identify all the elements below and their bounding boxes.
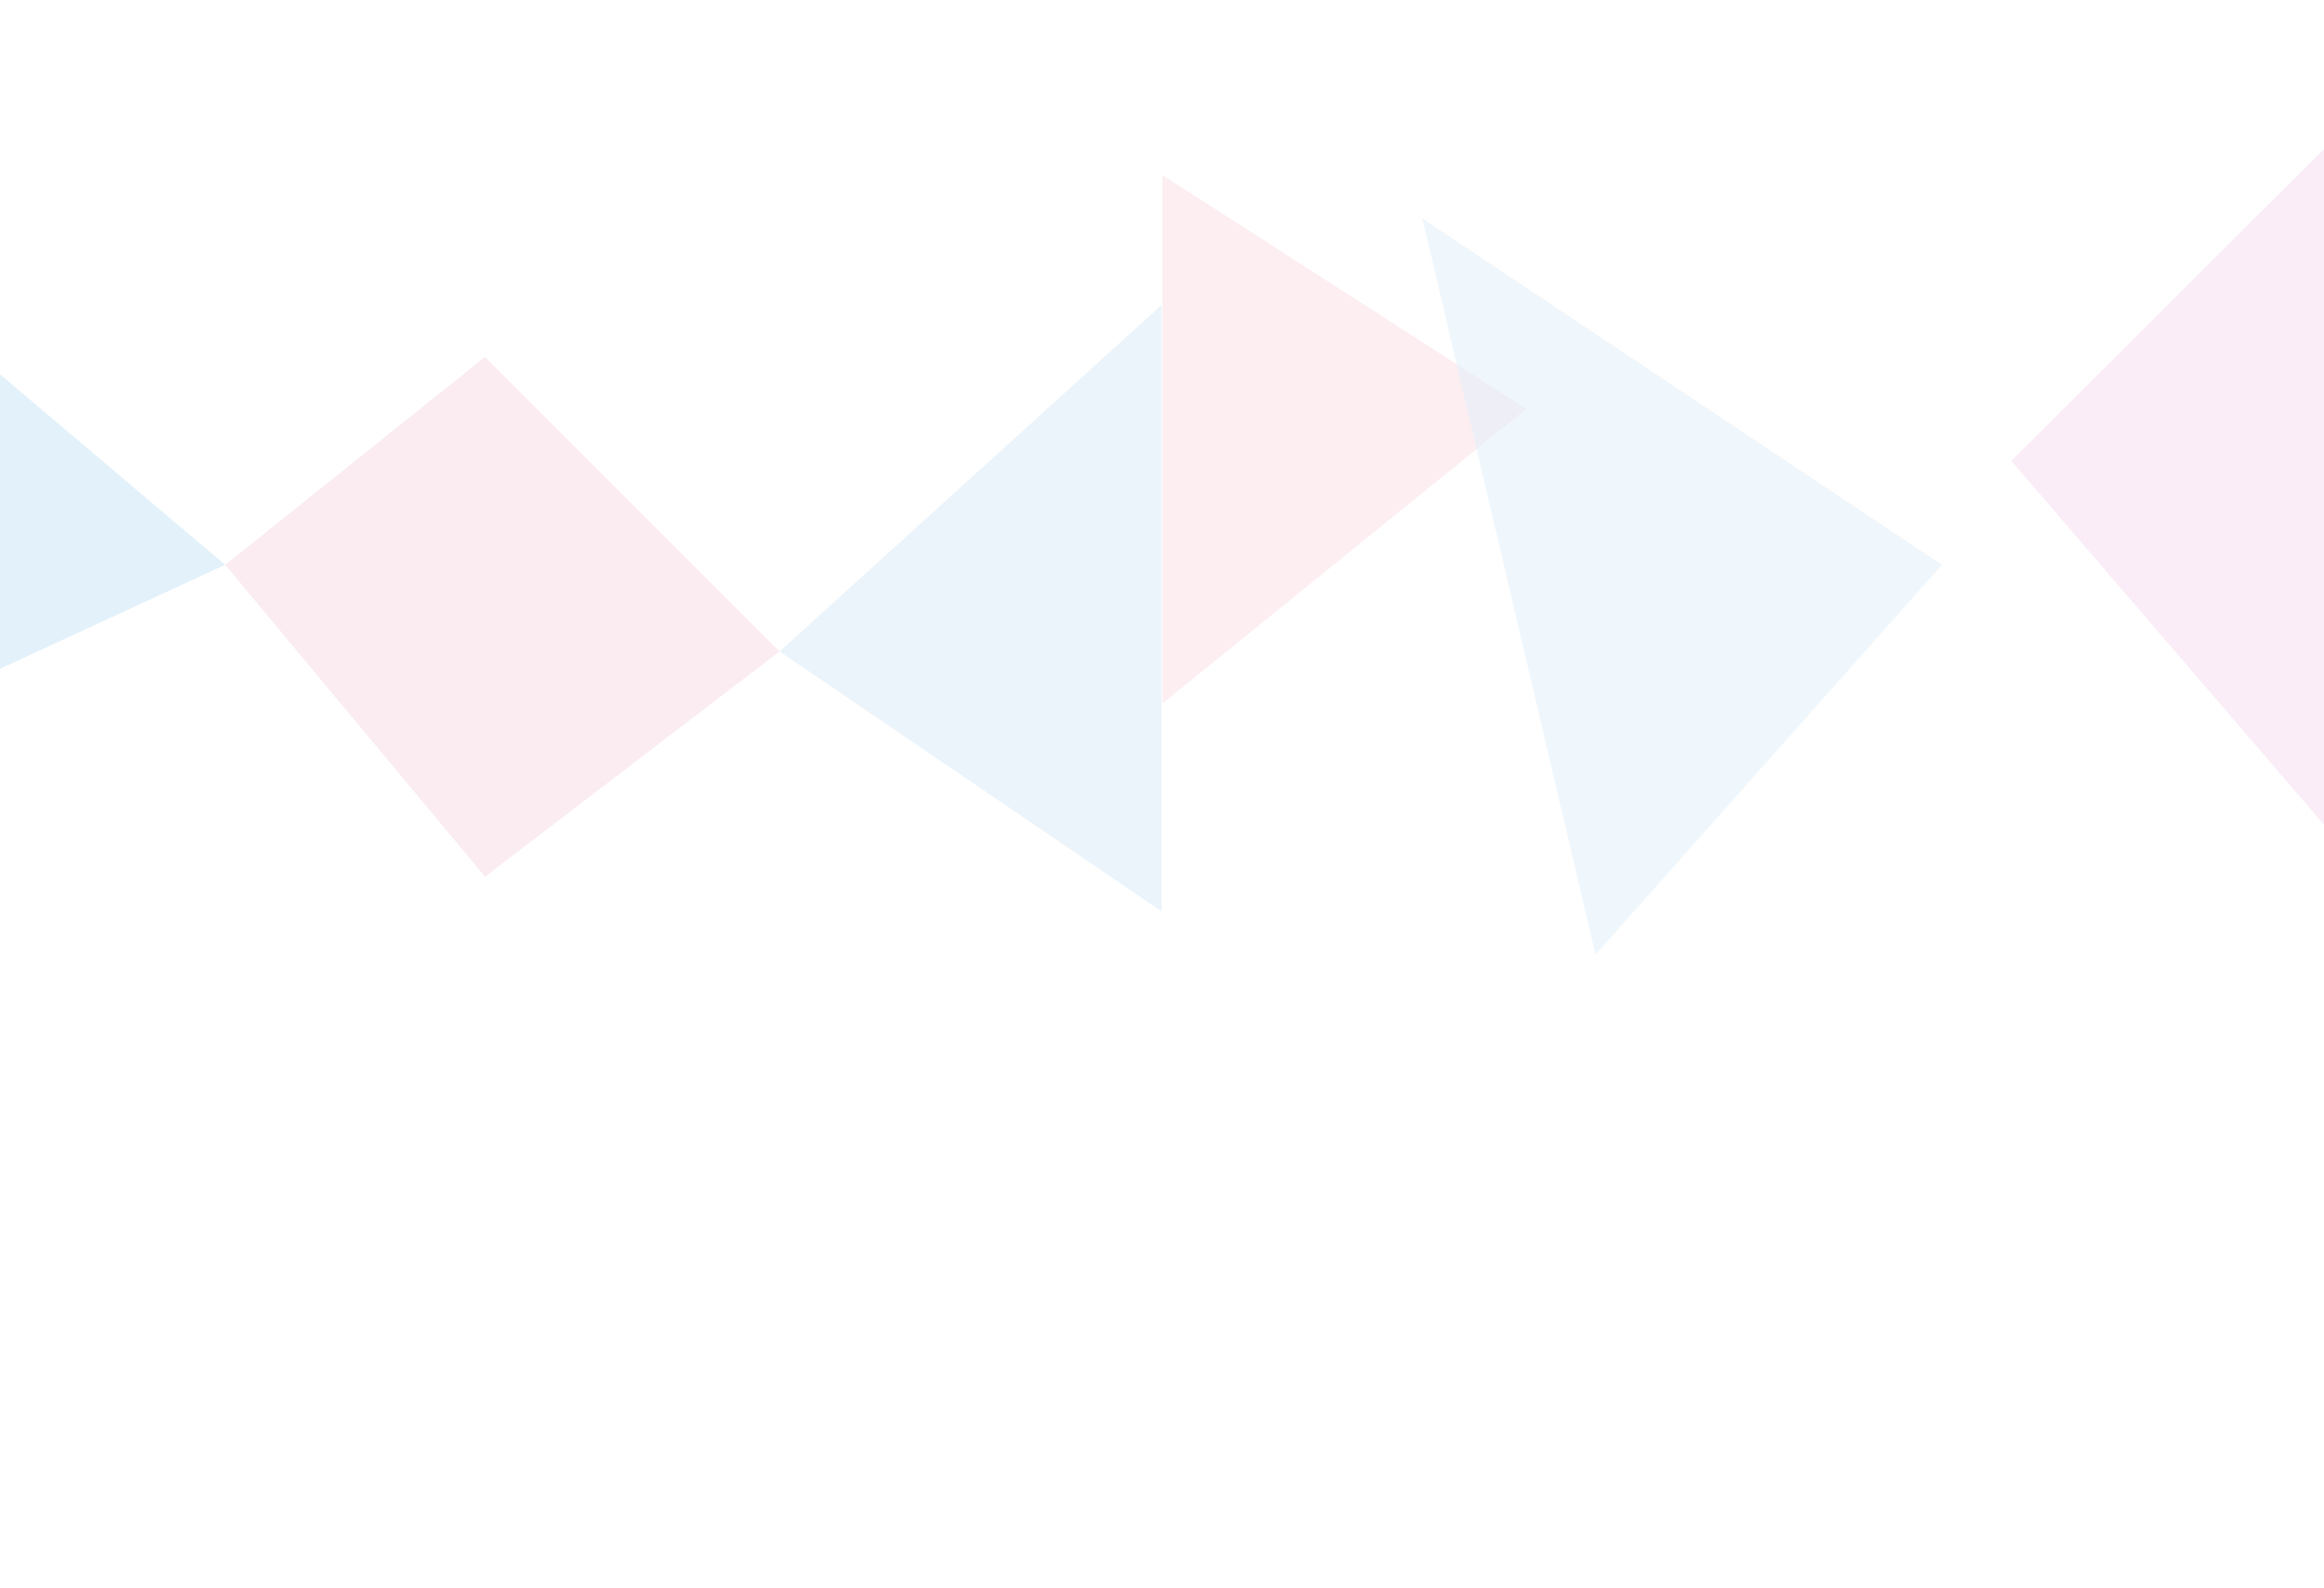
- left-page-background: [0, 45, 1162, 1544]
- left-page: [0, 45, 1162, 1544]
- right-page: [1162, 45, 2324, 1544]
- right-page-background: [1162, 45, 2324, 1544]
